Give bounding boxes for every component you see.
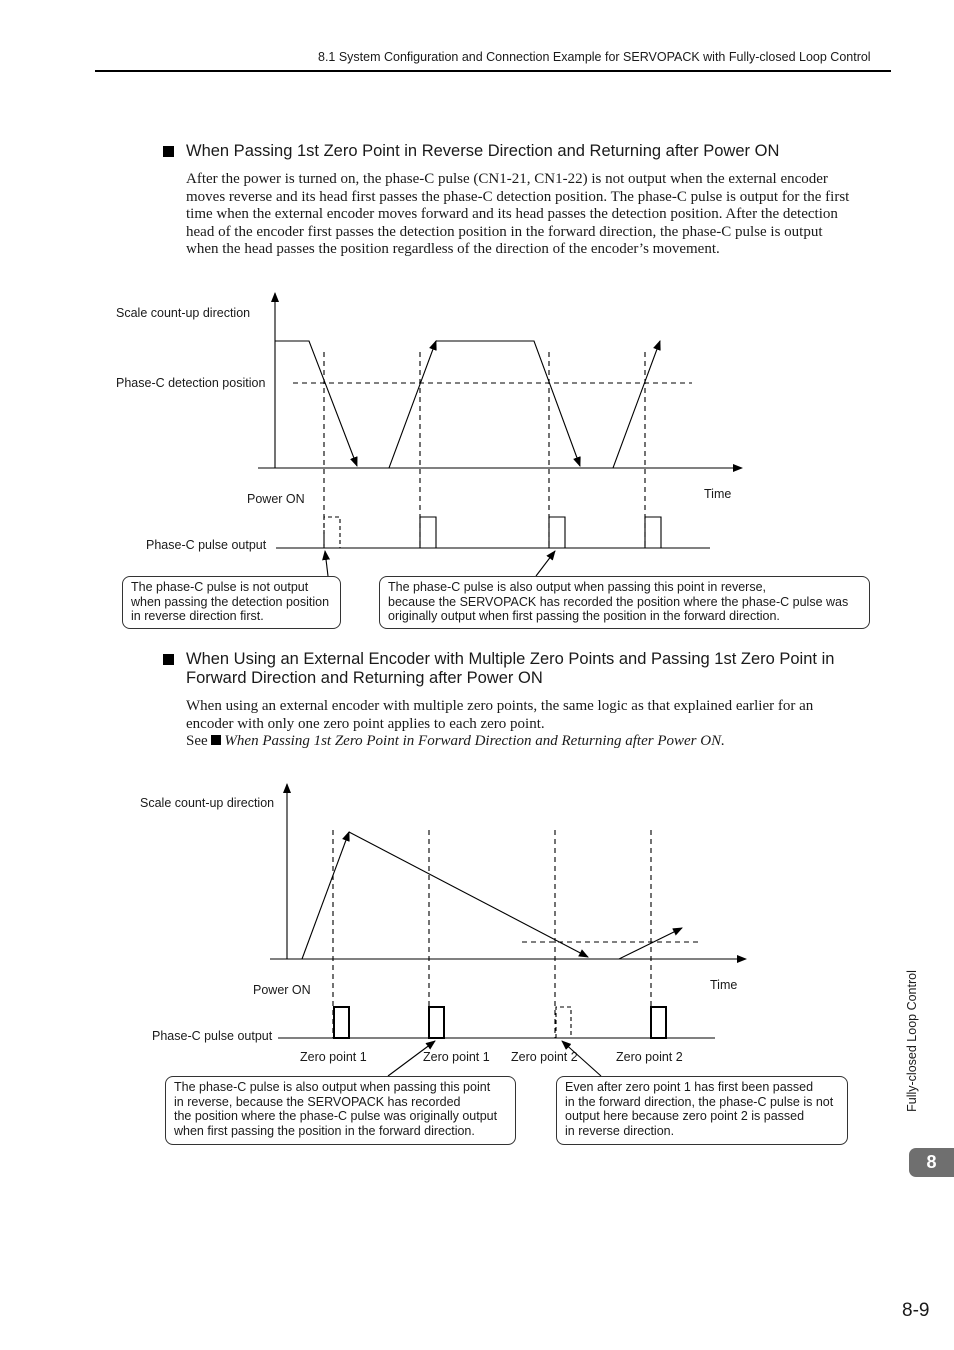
d1-y-axis-label: Scale count-up direction <box>116 306 251 320</box>
side-tab: Fully-closed Loop Control <box>905 970 919 1112</box>
section2-paragraph: When using an external encoder with multiple zero points, the same logic as that explained earlier for an encoder with only one zero point applies to each zero point. See When Passing 1st Zero Point in Forward Direction and Returning after Power ON. <box>186 698 814 750</box>
d1-time-label: Time <box>704 487 732 501</box>
d1-pulse <box>645 517 661 548</box>
d1-note-right: The phase-C pulse is also output when passing this point in reverse, because the SERVOPACK has recorded the position where the phase-C pulse was originally output when first passing the position in the forward direction. <box>379 576 870 629</box>
d1-detection-label: Phase-C detection position <box>116 376 266 390</box>
chapter-tab: 8 <box>909 1148 954 1177</box>
d2-pulse <box>429 1007 444 1038</box>
d1-missing-pulse <box>324 517 340 548</box>
d2-y-axis-label: Scale count-up direction <box>140 796 275 810</box>
zero-point-label: Zero point 1 <box>423 1050 490 1064</box>
section2-title: When Using an External Encoder with Multiple Zero Points and Passing 1st Zero Point in Forward Direction and Returning after Power ON <box>186 650 835 687</box>
d2-time-label: Time <box>710 978 738 992</box>
d1-position-trace <box>275 341 357 466</box>
section1-paragraph: After the power is turned on, the phase-C pulse (CN1-21, CN1-22) is not output when the external encoder moves reverse and its head first passes the phase-C detection position. The phase-C pulse is output for the first time when the external encoder moves forward and its head passes the detection position. After the detection head of the encoder first passes the detection position in the forward direction, the phase-C pulse is output when the head passes the position regardless of the direction of the encoder’s movement. <box>186 171 850 258</box>
d1-pulse <box>420 517 436 548</box>
section-reference-link[interactable]: When Passing 1st Zero Point in Forward Direction and Returning after Power ON. <box>224 733 725 750</box>
d2-position-trace <box>302 832 349 959</box>
d1-pulse-label: Phase-C pulse output <box>146 538 267 552</box>
d2-note-left: The phase-C pulse is also output when passing this point in reverse, because the SERVOPACK has recorded the position where the phase-C pulse was originally output when first passing the position in the forward direction. <box>165 1076 516 1145</box>
d2-missing-pulse <box>556 1007 571 1038</box>
d1-note-left: The phase-C pulse is not output when passing the detection position in reverse direction first. <box>122 576 341 629</box>
zero-point-label: Zero point 2 <box>511 1050 578 1064</box>
zero-point-label: Zero point 1 <box>300 1050 367 1064</box>
d1-pulse <box>549 517 565 548</box>
d2-power-on-label: Power ON <box>253 983 311 997</box>
d2-pulse <box>651 1007 666 1038</box>
d2-pulse-label: Phase-C pulse output <box>152 1029 273 1043</box>
d2-pulse <box>334 1007 349 1038</box>
d1-power-on-label: Power ON <box>247 492 305 506</box>
d2-note-right: Even after zero point 1 has first been passed in the forward direction, the phase-C pulse is not output here because zero point 2 is passed in reverse direction. <box>556 1076 848 1145</box>
page-number: 8-9 <box>902 1300 930 1321</box>
zero-point-label: Zero point 2 <box>616 1050 683 1064</box>
section1-title: When Passing 1st Zero Point in Reverse Direction and Returning after Power ON <box>186 142 780 160</box>
running-header: 8.1 System Configuration and Connection Example for SERVOPACK with Fully-closed Loop Control <box>318 50 871 64</box>
